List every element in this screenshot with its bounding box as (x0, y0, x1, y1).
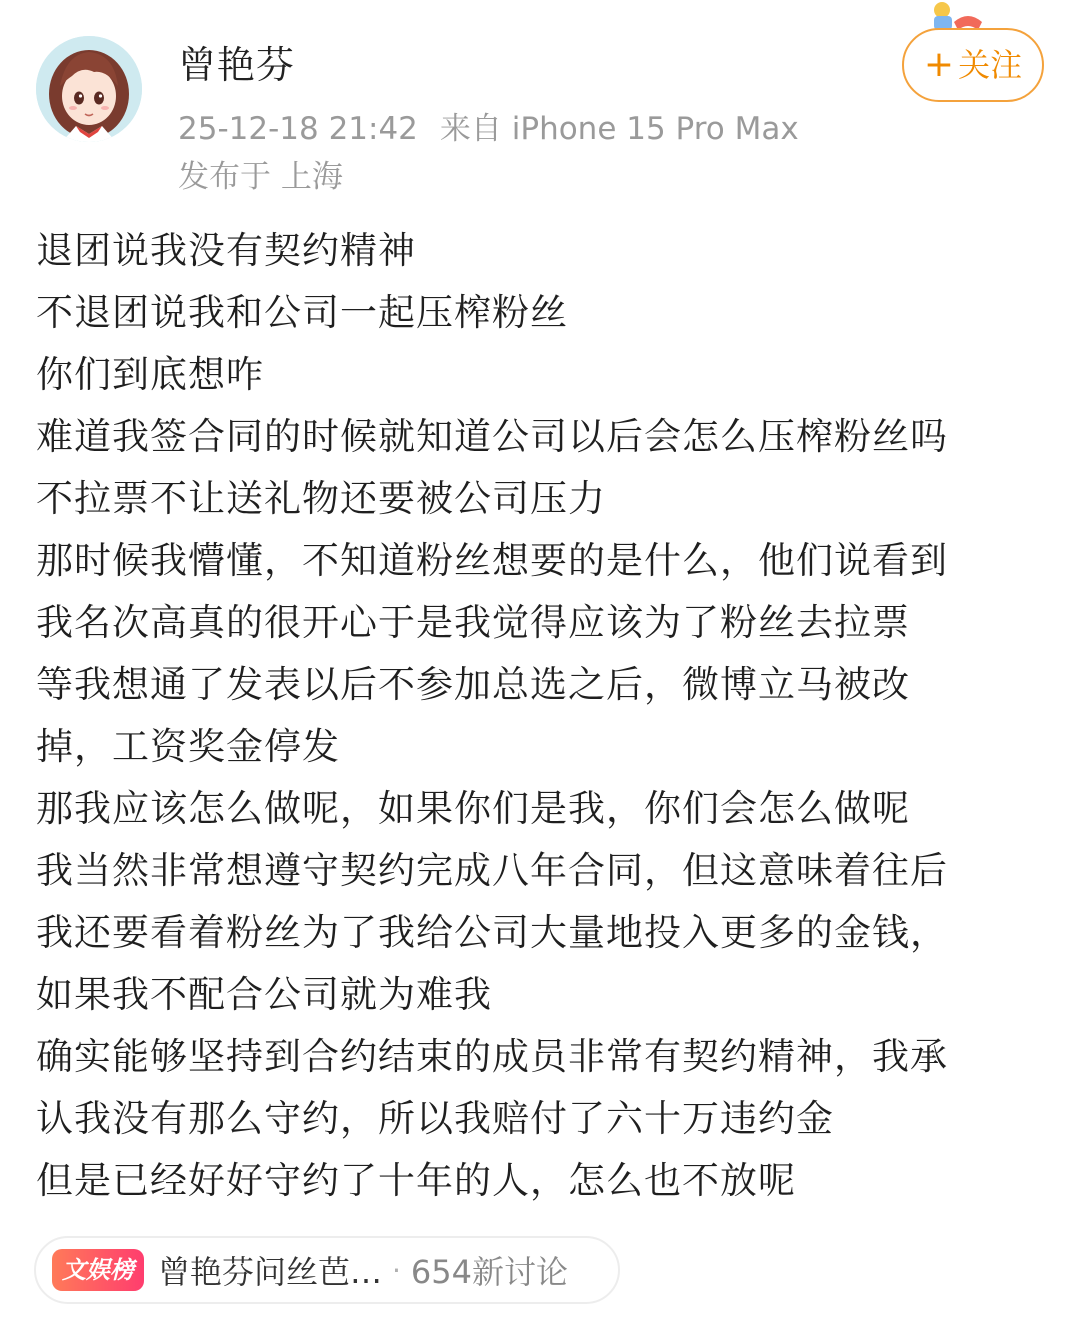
post-text-line: 你们到底想咋 (36, 353, 264, 396)
topic-separator: · (392, 1253, 401, 1287)
entertainment-rank-badge: 文娱榜 (52, 1249, 144, 1291)
post-text-line: 如果我不配合公司就为难我 (36, 973, 492, 1016)
post-source: 来自 iPhone 15 Pro Max (439, 111, 799, 147)
post-text-line: 但是已经好好守约了十年的人，怎么也不放呢 (36, 1159, 796, 1202)
post-text-line: 我还要看着粉丝为了我给公司大量地投入更多的金钱， (36, 911, 948, 954)
post-timestamp: 25-12-18 21:42 (178, 111, 418, 147)
topic-link[interactable] (34, 1236, 620, 1304)
topic-title: 曾艳芬问丝芭… (158, 1253, 383, 1291)
post-header (0, 0, 1080, 210)
post-content (36, 220, 1046, 1212)
post-text-line: 认我没有那么守约，所以我赔付了六十万违约金 (36, 1097, 834, 1140)
post-text-line: 不退团说我和公司一起压榨粉丝 (36, 291, 568, 334)
post-text-line: 退团说我没有契约精神 (36, 229, 416, 272)
follow-button[interactable] (902, 28, 1044, 102)
follow-label: 关注 (958, 46, 1023, 84)
post-text-line: 难道我签合同的时候就知道公司以后会怎么压榨粉丝吗 (36, 415, 948, 458)
post-text-line: 那我应该怎么做呢，如果你们是我，你们会怎么做呢 (36, 787, 910, 830)
post-text-line: 等我想通了发表以后不参加总选之后，微博立马被改 (36, 663, 910, 706)
post-location: 发布于 上海 (178, 159, 343, 195)
author-name[interactable]: 曾艳芬 (178, 43, 296, 87)
post-text-line: 我名次高真的很开心于是我觉得应该为了粉丝去拉票 (36, 601, 910, 644)
post-text-line: 那时候我懵懂，不知道粉丝想要的是什么，他们说看到 (36, 539, 948, 582)
post-text-line: 不拉票不让送礼物还要被公司压力 (36, 477, 606, 520)
post-text-line: 掉，工资奖金停发 (36, 725, 340, 768)
topic-discussion-count: 654新讨论 (410, 1253, 569, 1291)
post-meta (178, 108, 799, 150)
post-text-line: 我当然非常想遵守契约完成八年合同，但这意味着往后 (36, 849, 948, 892)
avatar[interactable] (36, 36, 142, 142)
post-text-line: 确实能够坚持到合约结束的成员非常有契约精神，我承 (36, 1035, 948, 1078)
plus-icon: + (923, 44, 955, 85)
avatar-illustration (36, 36, 142, 142)
